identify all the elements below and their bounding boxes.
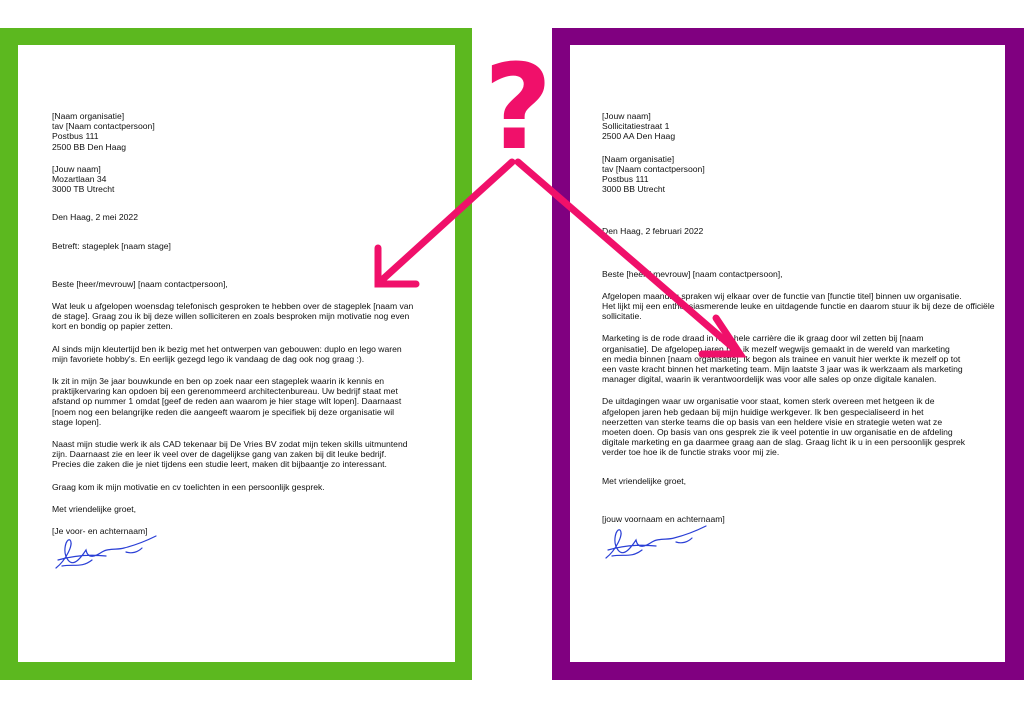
paragraph-line: verder toe hoe ik de functie straks voor mij zie.	[602, 447, 780, 458]
address-line: Postbus 111	[602, 174, 649, 185]
paragraph-line: Afgelopen maandag spraken wij elkaar over de functie van [functie titel] binnen uw organisatie.	[602, 290, 962, 301]
question-mark-icon: ?	[483, 38, 553, 176]
letter-paragraph	[52, 376, 419, 427]
paragraph-line: Graag kom ik mijn motivatie en cv toelichten in een persoonlijk gesprek.	[52, 481, 325, 492]
handwritten-signature-left	[52, 530, 162, 574]
letter-paragraph	[52, 344, 419, 364]
letter-closing: Met vriendelijke groet,	[52, 503, 137, 514]
paragraph-line: Al sinds mijn kleutertijd ben ik bezig met het ontwerpen van gebouwen: duplo en lego waren	[52, 343, 402, 354]
address-line: [Naam organisatie]	[52, 111, 125, 121]
paragraph-line: kort en bondig op papier zetten.	[52, 321, 173, 332]
paragraph-line: moeten doen. Op basis van ons gesprek zie ik veel potentie in uw organisatie en de afdeling	[602, 427, 953, 438]
letter-closing: Met vriendelijke groet,	[602, 475, 687, 486]
letter-date: Den Haag, 2 februari 2022	[602, 226, 704, 237]
paragraph-line: afgelopen jaren heb gedaan bij mijn huidige werkgever. Ik ben gespecialiseerd in het	[602, 406, 924, 417]
sender-address-block	[52, 164, 419, 195]
letter-paragraph	[602, 396, 969, 457]
address-line: [Jouw naam]	[602, 111, 651, 121]
paragraph-line: stage lopen].	[52, 416, 102, 427]
paragraph-line: Marketing is de rode draad in mijn hele carrière die ik graag door wil zetten bij [naam	[602, 333, 924, 344]
paragraph-line: manager digital, waarin ik verantwoordelijk was voor alle sales op onze digitale kanalen.	[602, 374, 937, 385]
letter-paragraph	[52, 301, 419, 332]
recipient-address-block	[602, 154, 969, 195]
letter-salutation: Beste [heer / mevrouw] [naam contactpersoon],	[602, 268, 783, 279]
paragraph-line: de stage]. Graag zou ik bij deze willen solliciteren en zoals besproken mijn motivatie nog even	[52, 311, 410, 322]
letter-subject: Betreft: stageplek [naam stage]	[52, 240, 171, 251]
paragraph-line: mijn favoriete hobby's. En eerlijk gezegd lego ik vandaag de dag ook nog graag :).	[52, 353, 365, 364]
paragraph-line: Het lijkt mij een enthousiasmerende leuke en uitdagende functie en daarom stuur ik bij deze de officiële	[602, 301, 995, 312]
paragraph-line: [noem nog een belangrijke reden die aangeeft waarom je specifiek bij deze organisatie wil	[52, 406, 395, 417]
paragraph-line: organisatie]. De afgelopen jaren heb ik mezelf wegwijs gemaakt in de wereld van marketing	[602, 343, 950, 354]
paragraph-line: Wat leuk u afgelopen woensdag telefonisch gesproken te hebben over de stageplek [naam van	[52, 301, 414, 312]
address-line: Mozartlaan 34	[52, 174, 107, 185]
address-line: tav [Naam contactpersoon]	[52, 121, 155, 132]
paragraph-line: sollicitatie.	[602, 311, 642, 322]
paragraph-line: neerzetten van sterke teams die op basis van een heldere visie en strategie weten wat ze	[602, 416, 943, 427]
recipient-address-block	[52, 111, 419, 152]
address-line: tav [Naam contactpersoon]	[602, 163, 705, 174]
address-line: [Jouw naam]	[52, 163, 101, 174]
letter-page-right	[570, 45, 1005, 662]
letter-date: Den Haag, 2 mei 2022	[52, 212, 138, 223]
address-line: Sollicitatiestraat 1	[602, 121, 670, 132]
paragraph-line: Precies die zaken die je niet tijdens een studie leert, maken dit bijbaantje zo interessant.	[52, 459, 387, 470]
letter-signature-name: [jouw voornaam en achternaam]	[602, 513, 725, 524]
letter-salutation: Beste [heer/mevrouw] [naam contactpersoon],	[52, 278, 228, 289]
sender-address-block	[602, 111, 969, 142]
paragraph-line: De uitdagingen waar uw organisatie voor staat, komen sterk overeen met hetgeen ik de	[602, 396, 935, 407]
letter-paragraph	[602, 290, 995, 322]
letter-paragraph	[602, 333, 969, 384]
paragraph-line: afstand op nummer 1 omdat [geef de reden aan waarom je hier stage wilt lopen]. Daarnaast	[52, 396, 402, 407]
paragraph-line: zijn. Daarnaast zie en leer ik veel over de dagelijkse gang van zaken bij dit leuke bedrijf.	[52, 449, 387, 460]
paragraph-line: Naast mijn studie werk ik als CAD tekenaar bij De Vries BV zodat mijn teken skills uitmuntend	[52, 439, 408, 450]
handwritten-signature-right	[602, 520, 712, 564]
address-line: [Naam organisatie]	[602, 153, 675, 164]
letter-paragraph	[52, 482, 419, 492]
paragraph-line: Ik zit in mijn 3e jaar bouwkunde en ben op zoek naar een stageplek waarin ik kennis en	[52, 376, 385, 387]
letter-paragraph	[52, 439, 419, 470]
letter-signature-name: [Je voor- en achternaam]	[52, 526, 148, 537]
paragraph-line: een vaste kracht binnen het marketing team. Mijn laatste 3 jaar was ik werkzaam als marketing	[602, 364, 963, 375]
address-line: 2500 BB Den Haag	[52, 141, 127, 152]
paragraph-line: digitale marketing en ga daarmee graag aan de slag. Graag licht ik u in een persoonlijk gesprek	[602, 437, 966, 448]
address-line: 3000 BB Utrecht	[602, 184, 666, 195]
paragraph-line: praktijkervaring kan opdoen bij een gerenommeerd architectenbureau. Uw bedrijf staat met	[52, 386, 398, 397]
address-line: 3000 TB Utrecht	[52, 184, 115, 195]
address-line: Postbus 111	[52, 131, 99, 142]
address-line: 2500 AA Den Haag	[602, 131, 676, 142]
paragraph-line: en media binnen [naam organisatie]. Ik begon als trainee en vanuit hier werkte ik mezelf op tot	[602, 353, 961, 364]
